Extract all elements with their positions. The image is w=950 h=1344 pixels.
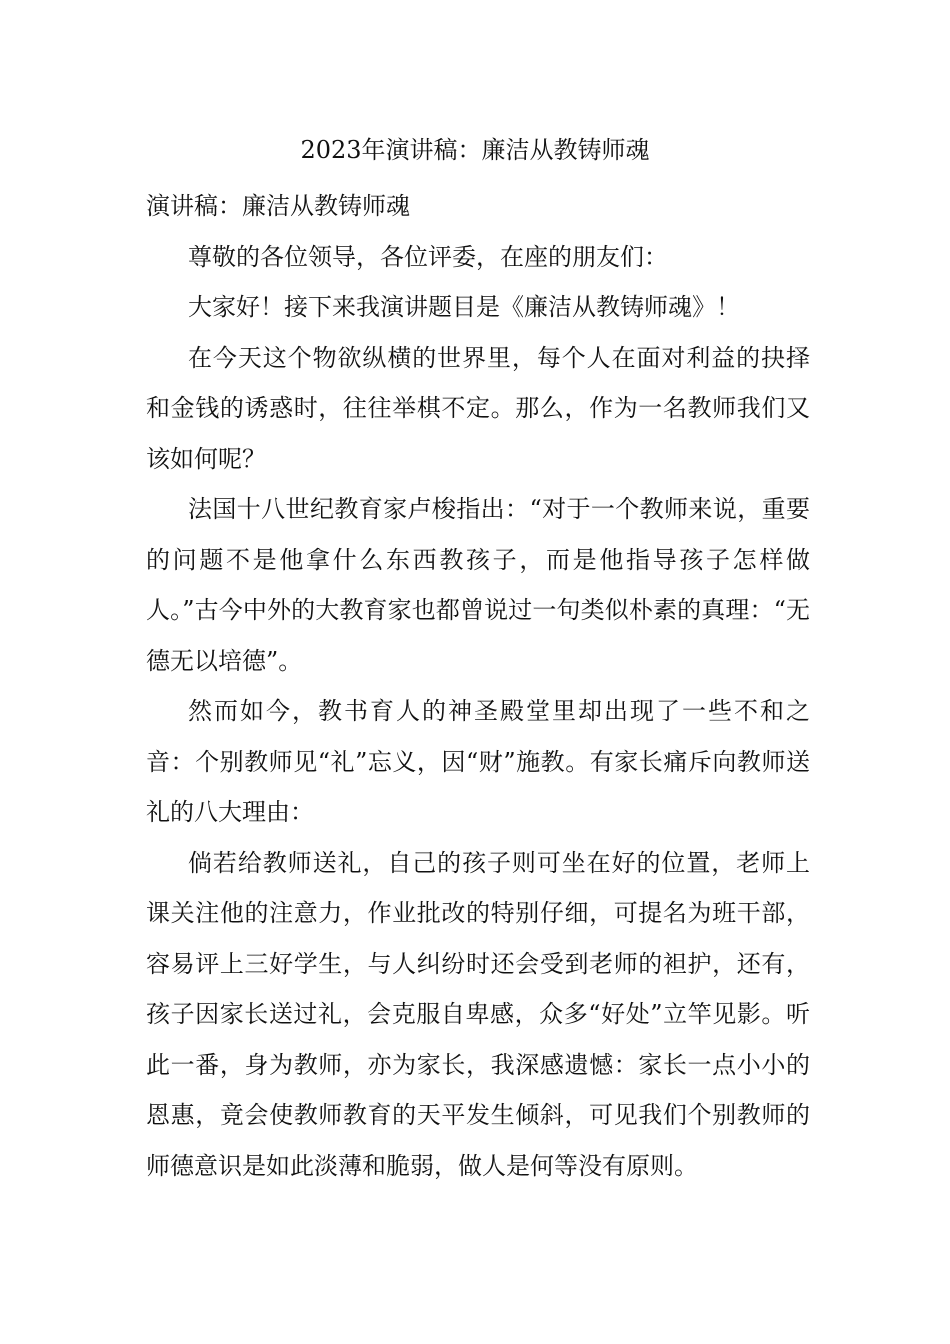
- body-paragraph: 在今天这个物欲纵横的世界里，每个人在面对利益的抉择和金钱的诱惑时，往往举棋不定。那么，作为一名教师我们又该如何呢？: [146, 343, 810, 473]
- speech-heading: 演讲稿：廉洁从教铸师魂: [146, 192, 410, 220]
- body-paragraph: 然而如今，教书育人的神圣殿堂里却出现了一些不和之音：个别教师见“礼”忘义，因“财”施教。有家长痛斥向教师送礼的八大理由：: [146, 697, 810, 826]
- intro-paragraph: 大家好！接下来我演讲题目是《廉洁从教铸师魂》！: [188, 293, 740, 321]
- greeting-paragraph: 尊敬的各位领导，各位评委，在座的朋友们：: [188, 242, 668, 271]
- document-title: 2023年演讲稿：廉洁从教铸师魂: [300, 136, 650, 164]
- body-paragraph: 法国十八世纪教育家卢梭指出：“对于一个教师来说，重要的问题不是他拿什么东西教孩子，而是他指导孩子怎样做人。”古今中外的大教育家也都曾说过一句类似朴素的真理：“无德无以培德”。: [146, 495, 810, 675]
- body-paragraph: 倘若给教师送礼，自己的孩子则可坐在好的位置，老师上课关注他的注意力，作业批改的特别仔细，可提名为班干部，容易评上三好学生，与人纠纷时还会受到老师的袒护，还有，孩子因家长送过礼，会克服自卑感，众多“好处”立竿见影。听此一番，身为教师，亦为家长，我深感遗憾：家长一点小小的恩惠，竟会使教师教育的天平发生倾斜，可见我们个别教师的师德意识是如此淡薄和脆弱，做人是何等没有原则。: [146, 848, 810, 1180]
- document-body: [146, 181, 810, 1191]
